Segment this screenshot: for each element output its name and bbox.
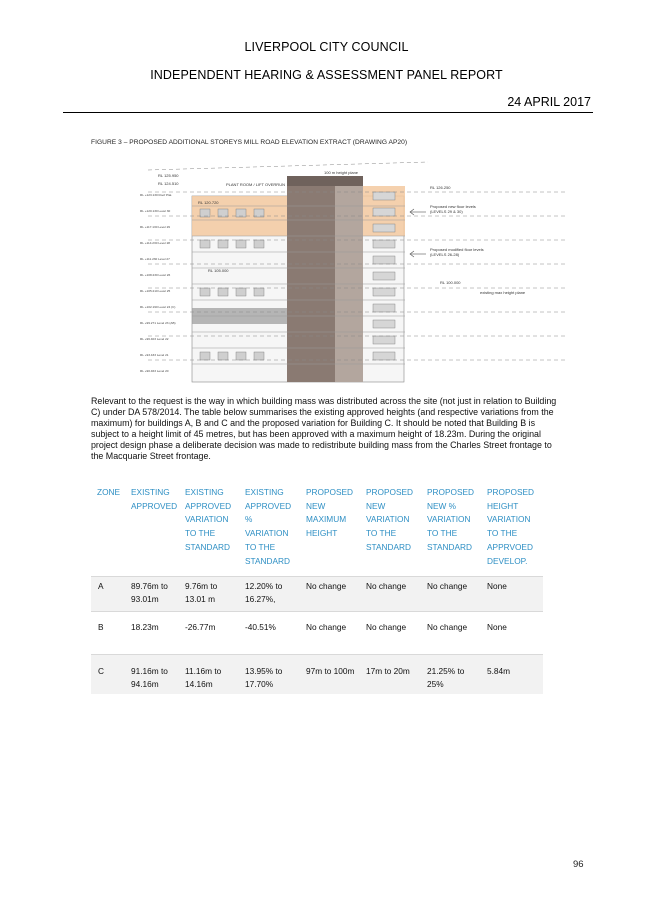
roof-plant — [287, 176, 363, 186]
proposed-new-label: Proposed new floor levels — [430, 204, 476, 209]
table-cell: 9.76m to 13.01 m — [180, 577, 240, 612]
column-header: PROPOSED NEW VARIATION TO THE STANDARD — [361, 483, 422, 577]
column-header: EXISTING APPROVED — [126, 483, 180, 577]
plant-room-label: PLANT ROOM / LIFT OVERRUN — [226, 182, 285, 187]
existing-plane-label: existing max height plane — [480, 290, 526, 295]
rl-top-b: RL 124.510 — [158, 181, 179, 186]
table-row — [91, 577, 543, 612]
proposed-mod-label: Proposed modified floor levels — [430, 247, 484, 252]
level-label: RL +102.190 Level 24 (C) — [140, 305, 176, 309]
table-cell: None — [482, 612, 543, 655]
table-cell: -26.77m — [180, 612, 240, 655]
column-header: PROPOSED NEW MAXIMUM HEIGHT — [301, 483, 361, 577]
level-label: RL +123.130 Roof Plat. — [140, 193, 173, 197]
table-cell: No change — [422, 612, 482, 655]
table-cell: 89.76m to 93.01m — [126, 577, 180, 612]
figure-caption: FIGURE 3 – PROPOSED ADDITIONAL STOREYS MILL ROAD ELEVATION EXTRACT (DRAWING AP20) — [91, 139, 408, 146]
table-cell: 13.95% to 17.70% — [240, 655, 301, 695]
rl-mid: RL 120.720 — [198, 200, 219, 205]
table-cell: No change — [361, 612, 422, 655]
podium-band — [192, 308, 287, 324]
table-row — [91, 612, 543, 655]
height-plane-100: 100 m height plane — [324, 170, 359, 175]
table-cell: None — [482, 577, 543, 612]
level-label: RL +105.210 Level 25 — [140, 289, 171, 293]
column-header: ZONE — [91, 483, 126, 577]
body-paragraph: Relevant to the request is the way in which building mass was distributed across the site (not just in relation to Building C) under DA 578/2014. The table below summarises the existing approved heights (and respective variations from the maximum) for buildings A, B and C and the proposed variation for Building C. It should be noted that Building B is subject to a height limit of 45 metres, but has been approved with a maximum height of 18.23m. During the original project design phase a deliberate decision was made to redistribute building mass from the Charles Street frontage to the Macquarie Street frontage. — [91, 396, 557, 461]
table-cell: 17m to 20m — [361, 655, 422, 695]
table-cell: No change — [301, 612, 361, 655]
table-cell: 12.20% to 16.27%, — [240, 577, 301, 612]
page-number: 96 — [573, 859, 584, 870]
column-header: PROPOSED HEIGHT VARIATION TO THE APPRVOED DEVELOP. — [482, 483, 543, 577]
table-cell: 97m to 100m — [301, 655, 361, 695]
level-label: RL +90.463 Level 20 — [140, 369, 169, 373]
level-label: RL +111.230 Level 27 — [140, 257, 170, 261]
table-cell: 91.16m to 94.16m — [126, 655, 180, 695]
table-cell: 11.16m to 14.16m — [180, 655, 240, 695]
table-cell: C — [91, 655, 126, 695]
report-title: INDEPENDENT HEARING & ASSESSMENT PANEL REPORT — [150, 68, 503, 82]
table-cell: -40.51% — [240, 612, 301, 655]
rl-right: RL 126.250 — [430, 185, 451, 190]
report-date: 24 APRIL 2017 — [507, 95, 591, 109]
column-header: EXISTING APPROVED % VARIATION TO THE STANDARD — [240, 483, 301, 577]
height-variation-table — [91, 483, 543, 694]
header-rule — [63, 112, 593, 113]
table-cell: A — [91, 577, 126, 612]
level-label: RL +99.271 Level 23 (AB) — [140, 321, 176, 325]
column-header: EXISTING APPROVED VARIATION TO THE STANDARD — [180, 483, 240, 577]
proposed-new-levels: (LEVELS 29 & 30) — [430, 209, 463, 214]
table-cell: B — [91, 612, 126, 655]
level-label: RL +117.130 Level 29 — [140, 225, 171, 229]
table-cell: No change — [301, 577, 361, 612]
table-row — [91, 655, 543, 695]
table-cell: No change — [361, 577, 422, 612]
level-label: RL +93.433 Level 21 — [140, 353, 169, 357]
table-cell: 18.23m — [126, 612, 180, 655]
level-label: RL +96.403 Level 22 — [140, 337, 169, 341]
table-cell: No change — [422, 577, 482, 612]
table-header-row — [91, 483, 543, 577]
table-cell: 21.25% to 25% — [422, 655, 482, 695]
level-label: RL +120.130 Level 30 — [140, 209, 171, 213]
rl-105: RL 105.000 — [208, 268, 229, 273]
column-header: PROPOSED NEW % VARIATION TO THE STANDARD — [422, 483, 482, 577]
elevation-drawing — [140, 156, 568, 382]
level-label: RL +108.230 Level 26 — [140, 273, 171, 277]
proposed-mod-levels: (LEVELS 26-28) — [430, 252, 460, 257]
council-name: LIVERPOOL CITY COUNCIL — [244, 40, 409, 54]
level-label: RL +114.230 Level 28 — [140, 241, 171, 245]
rl-100: RL 100.000 — [440, 280, 461, 285]
rl-top-a: RL 125.950 — [158, 173, 179, 178]
table-cell: 5.84m — [482, 655, 543, 695]
